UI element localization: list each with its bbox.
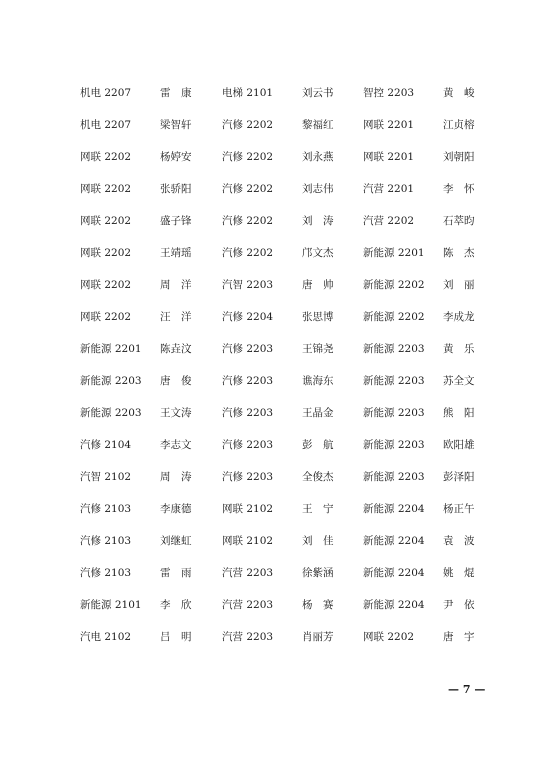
class-name-cell: 网联 2202 — [80, 215, 132, 227]
class-name-cell: 新能源 2201 — [363, 247, 425, 259]
student-name-cell: 王 宁 — [302, 503, 334, 515]
class-name-cell: 汽修 2203 — [222, 439, 274, 451]
student-name-cell: 王文涛 — [160, 407, 192, 419]
student-name-cell: 吕 明 — [160, 631, 192, 643]
student-name-cell: 彭 航 — [302, 439, 334, 451]
roster-row — [80, 596, 490, 628]
class-name-cell: 汽营 2203 — [222, 599, 274, 611]
class-name-cell: 网联 2202 — [80, 151, 132, 163]
roster-row — [80, 308, 490, 340]
class-name-cell: 新能源 2204 — [363, 503, 425, 515]
student-name-cell: 周 涛 — [160, 471, 192, 483]
class-name-cell: 新能源 2203 — [80, 375, 142, 387]
class-name-cell: 汽修 2103 — [80, 535, 132, 547]
student-name-cell: 梁智轩 — [160, 119, 192, 131]
page-number: — 7 — — [448, 683, 486, 696]
class-name-cell: 汽营 2203 — [222, 567, 274, 579]
class-name-cell: 新能源 2204 — [363, 567, 425, 579]
student-name-cell: 尹 依 — [443, 599, 475, 611]
class-name-cell: 网联 2202 — [363, 631, 415, 643]
student-name-cell: 刘朝阳 — [443, 151, 475, 163]
student-name-cell: 刘继虹 — [160, 535, 192, 547]
student-name-cell: 汪 洋 — [160, 311, 192, 323]
student-name-cell: 陈 杰 — [443, 247, 475, 259]
roster-row — [80, 628, 490, 660]
class-name-cell: 新能源 2203 — [363, 471, 425, 483]
student-name-cell: 唐 帅 — [302, 279, 334, 291]
class-name-cell: 新能源 2203 — [363, 375, 425, 387]
student-name-cell: 江贞榕 — [443, 119, 475, 131]
student-name-cell: 熊 阳 — [443, 407, 475, 419]
class-name-cell: 汽电 2102 — [80, 631, 132, 643]
class-name-cell: 汽修 2204 — [222, 311, 274, 323]
student-name-cell: 唐 俊 — [160, 375, 192, 387]
roster-row — [80, 532, 490, 564]
student-name-cell: 徐紫涵 — [302, 567, 334, 579]
student-name-cell: 陈垚汶 — [160, 343, 192, 355]
student-name-cell: 刘志伟 — [302, 183, 334, 195]
class-name-cell: 汽修 2202 — [222, 247, 274, 259]
student-name-cell: 刘 涛 — [302, 215, 334, 227]
class-name-cell: 新能源 2203 — [363, 407, 425, 419]
student-name-cell: 谯海东 — [302, 375, 334, 387]
student-name-cell: 李成龙 — [443, 311, 475, 323]
student-name-cell: 李康德 — [160, 503, 192, 515]
roster-row — [80, 244, 490, 276]
roster-row — [80, 404, 490, 436]
roster-row — [80, 436, 490, 468]
student-name-cell: 李志文 — [160, 439, 192, 451]
student-name-cell: 杨正午 — [443, 503, 475, 515]
class-name-cell: 汽修 2203 — [222, 407, 274, 419]
class-name-cell: 网联 2202 — [80, 247, 132, 259]
roster-row — [80, 468, 490, 500]
student-name-cell: 黄 乐 — [443, 343, 475, 355]
student-name-cell: 杨婷安 — [160, 151, 192, 163]
class-name-cell: 机电 2207 — [80, 87, 132, 99]
student-name-cell: 李 怀 — [443, 183, 475, 195]
class-name-cell: 汽修 2202 — [222, 119, 274, 131]
class-name-cell: 新能源 2202 — [363, 279, 425, 291]
student-name-cell: 彭泽阳 — [443, 471, 475, 483]
class-name-cell: 汽修 2103 — [80, 503, 132, 515]
student-name-cell: 王晶金 — [302, 407, 334, 419]
roster-row — [80, 276, 490, 308]
class-name-cell: 新能源 2203 — [363, 439, 425, 451]
class-name-cell: 网联 2202 — [80, 183, 132, 195]
class-name-cell: 网联 2201 — [363, 119, 415, 131]
class-name-cell: 网联 2202 — [80, 311, 132, 323]
class-name-cell: 汽修 2203 — [222, 471, 274, 483]
roster-row — [80, 212, 490, 244]
class-name-cell: 汽营 2202 — [363, 215, 415, 227]
roster-row — [80, 500, 490, 532]
class-name-cell: 网联 2102 — [222, 503, 274, 515]
student-name-cell: 王锦尧 — [302, 343, 334, 355]
student-name-cell: 王靖瑶 — [160, 247, 192, 259]
student-name-cell: 全俊杰 — [302, 471, 334, 483]
class-name-cell: 智控 2203 — [363, 87, 415, 99]
class-name-cell: 网联 2201 — [363, 151, 415, 163]
student-name-cell: 黄 峻 — [443, 87, 475, 99]
student-name-cell: 雷 康 — [160, 87, 192, 99]
roster-table — [80, 84, 490, 660]
class-name-cell: 新能源 2204 — [363, 535, 425, 547]
roster-row — [80, 340, 490, 372]
class-name-cell: 汽修 2202 — [222, 151, 274, 163]
class-name-cell: 汽营 2201 — [363, 183, 415, 195]
class-name-cell: 网联 2102 — [222, 535, 274, 547]
student-name-cell: 邝文杰 — [302, 247, 334, 259]
student-name-cell: 盛子锋 — [160, 215, 192, 227]
class-name-cell: 汽修 2103 — [80, 567, 132, 579]
class-name-cell: 汽智 2203 — [222, 279, 274, 291]
class-name-cell: 新能源 2204 — [363, 599, 425, 611]
student-name-cell: 张骄阳 — [160, 183, 192, 195]
class-name-cell: 汽修 2202 — [222, 183, 274, 195]
roster-row — [80, 372, 490, 404]
student-name-cell: 杨 赛 — [302, 599, 334, 611]
class-name-cell: 新能源 2201 — [80, 343, 142, 355]
class-name-cell: 汽修 2104 — [80, 439, 132, 451]
student-name-cell: 刘云书 — [302, 87, 334, 99]
student-name-cell: 黎福红 — [302, 119, 334, 131]
class-name-cell: 新能源 2203 — [363, 343, 425, 355]
roster-row — [80, 148, 490, 180]
class-name-cell: 新能源 2202 — [363, 311, 425, 323]
roster-row — [80, 84, 490, 116]
class-name-cell: 汽修 2203 — [222, 343, 274, 355]
student-name-cell: 周 洋 — [160, 279, 192, 291]
class-name-cell: 新能源 2101 — [80, 599, 142, 611]
student-name-cell: 刘永燕 — [302, 151, 334, 163]
student-name-cell: 欧阳雄 — [443, 439, 475, 451]
student-name-cell: 张思博 — [302, 311, 334, 323]
student-name-cell: 刘 佳 — [302, 535, 334, 547]
class-name-cell: 新能源 2203 — [80, 407, 142, 419]
student-name-cell: 刘 丽 — [443, 279, 475, 291]
student-name-cell: 李 欣 — [160, 599, 192, 611]
class-name-cell: 电梯 2101 — [222, 87, 274, 99]
student-name-cell: 肖丽芳 — [302, 631, 334, 643]
class-name-cell: 汽智 2102 — [80, 471, 132, 483]
student-name-cell: 苏全文 — [443, 375, 475, 387]
class-name-cell: 汽修 2203 — [222, 375, 274, 387]
roster-row — [80, 180, 490, 212]
student-name-cell: 唐 宇 — [443, 631, 475, 643]
student-name-cell: 袁 波 — [443, 535, 475, 547]
student-name-cell: 石萃昀 — [443, 215, 475, 227]
roster-row — [80, 564, 490, 596]
student-name-cell: 雷 雨 — [160, 567, 192, 579]
class-name-cell: 机电 2207 — [80, 119, 132, 131]
class-name-cell: 汽修 2202 — [222, 215, 274, 227]
class-name-cell: 网联 2202 — [80, 279, 132, 291]
class-name-cell: 汽营 2203 — [222, 631, 274, 643]
student-name-cell: 姚 焜 — [443, 567, 475, 579]
roster-row — [80, 116, 490, 148]
